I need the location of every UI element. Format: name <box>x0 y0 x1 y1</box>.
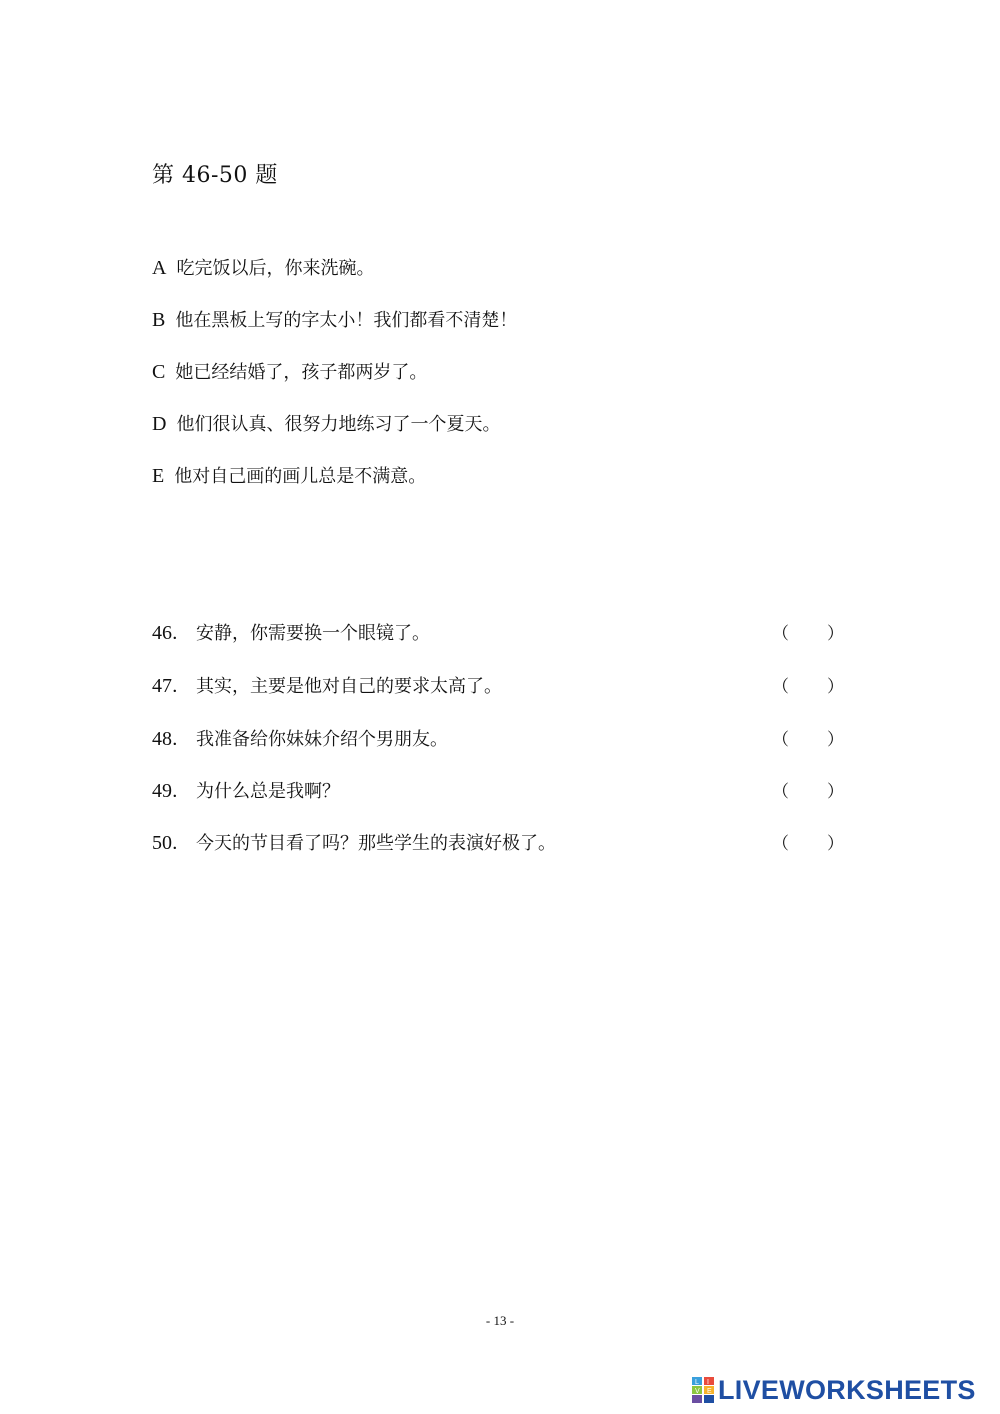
svg-text:E: E <box>707 1388 712 1395</box>
svg-text:L: L <box>695 1379 699 1386</box>
open-paren: （ <box>772 624 789 644</box>
option-text: 他在黑板上写的字太小！我们都看不清楚！ <box>175 310 518 331</box>
question-48 <box>152 725 844 751</box>
question-number: 50 <box>152 832 172 854</box>
option-letter: B <box>152 309 166 331</box>
answer-input-49[interactable] <box>772 777 844 802</box>
liveworksheets-logo-icon <box>692 1377 714 1403</box>
answer-input-46[interactable] <box>772 619 844 644</box>
brand-name: LIVEWORKSHEETS <box>718 1374 976 1405</box>
open-paren: （ <box>772 677 789 697</box>
brand-logo <box>692 1374 976 1406</box>
question-number: 46 <box>152 622 172 644</box>
section-title: 第 46-50 题 <box>152 163 278 188</box>
close-paren: ） <box>827 677 844 697</box>
question-separator: ． <box>172 623 190 644</box>
question-49 <box>152 777 844 803</box>
question-number: 47 <box>152 675 172 697</box>
option-text: 吃完饭以后，你来洗碗。 <box>176 258 375 279</box>
close-paren: ） <box>827 782 844 802</box>
question-text: 安静，你需要换一个眼镜了。 <box>196 623 430 644</box>
question-text: 其实，主要是他对自己的要求太高了。 <box>196 676 502 697</box>
question-50 <box>152 829 844 855</box>
close-paren: ） <box>827 624 844 644</box>
question-separator: ． <box>172 781 190 802</box>
close-paren: ） <box>827 834 844 854</box>
question-separator: ． <box>172 833 190 854</box>
question-separator: ． <box>172 729 190 750</box>
option-text: 她已经结婚了，孩子都两岁了。 <box>175 362 428 383</box>
question-46 <box>152 619 844 645</box>
close-paren: ） <box>827 730 844 750</box>
option-letter: C <box>152 361 166 383</box>
open-paren: （ <box>772 834 789 854</box>
question-separator: ． <box>172 676 190 697</box>
open-paren: （ <box>772 782 789 802</box>
option-letter: A <box>152 257 167 279</box>
question-text: 我准备给你妹妹介绍个男朋友。 <box>196 729 448 750</box>
svg-text:V: V <box>695 1388 700 1395</box>
answer-input-48[interactable] <box>772 725 844 750</box>
option-letter: D <box>152 413 167 435</box>
open-paren: （ <box>772 730 789 750</box>
question-text: 今天的节目看了吗？那些学生的表演好极了。 <box>196 833 556 854</box>
option-a <box>152 254 374 280</box>
question-number: 49 <box>152 780 172 802</box>
option-text: 他对自己画的画儿总是不满意。 <box>174 466 427 487</box>
option-text: 他们很认真、很努力地练习了一个夏天。 <box>176 414 501 435</box>
question-number: 48 <box>152 728 172 750</box>
question-text: 为什么总是我啊？ <box>196 781 340 802</box>
option-c <box>152 358 427 384</box>
answer-input-50[interactable] <box>772 829 844 854</box>
question-47 <box>152 672 844 698</box>
option-letter: E <box>152 465 165 487</box>
option-e <box>152 462 426 488</box>
svg-text:I: I <box>707 1379 709 1386</box>
page-number: - 13 - <box>485 1313 515 1328</box>
answer-input-47[interactable] <box>772 672 844 697</box>
option-b <box>152 306 517 332</box>
option-d <box>152 410 500 436</box>
